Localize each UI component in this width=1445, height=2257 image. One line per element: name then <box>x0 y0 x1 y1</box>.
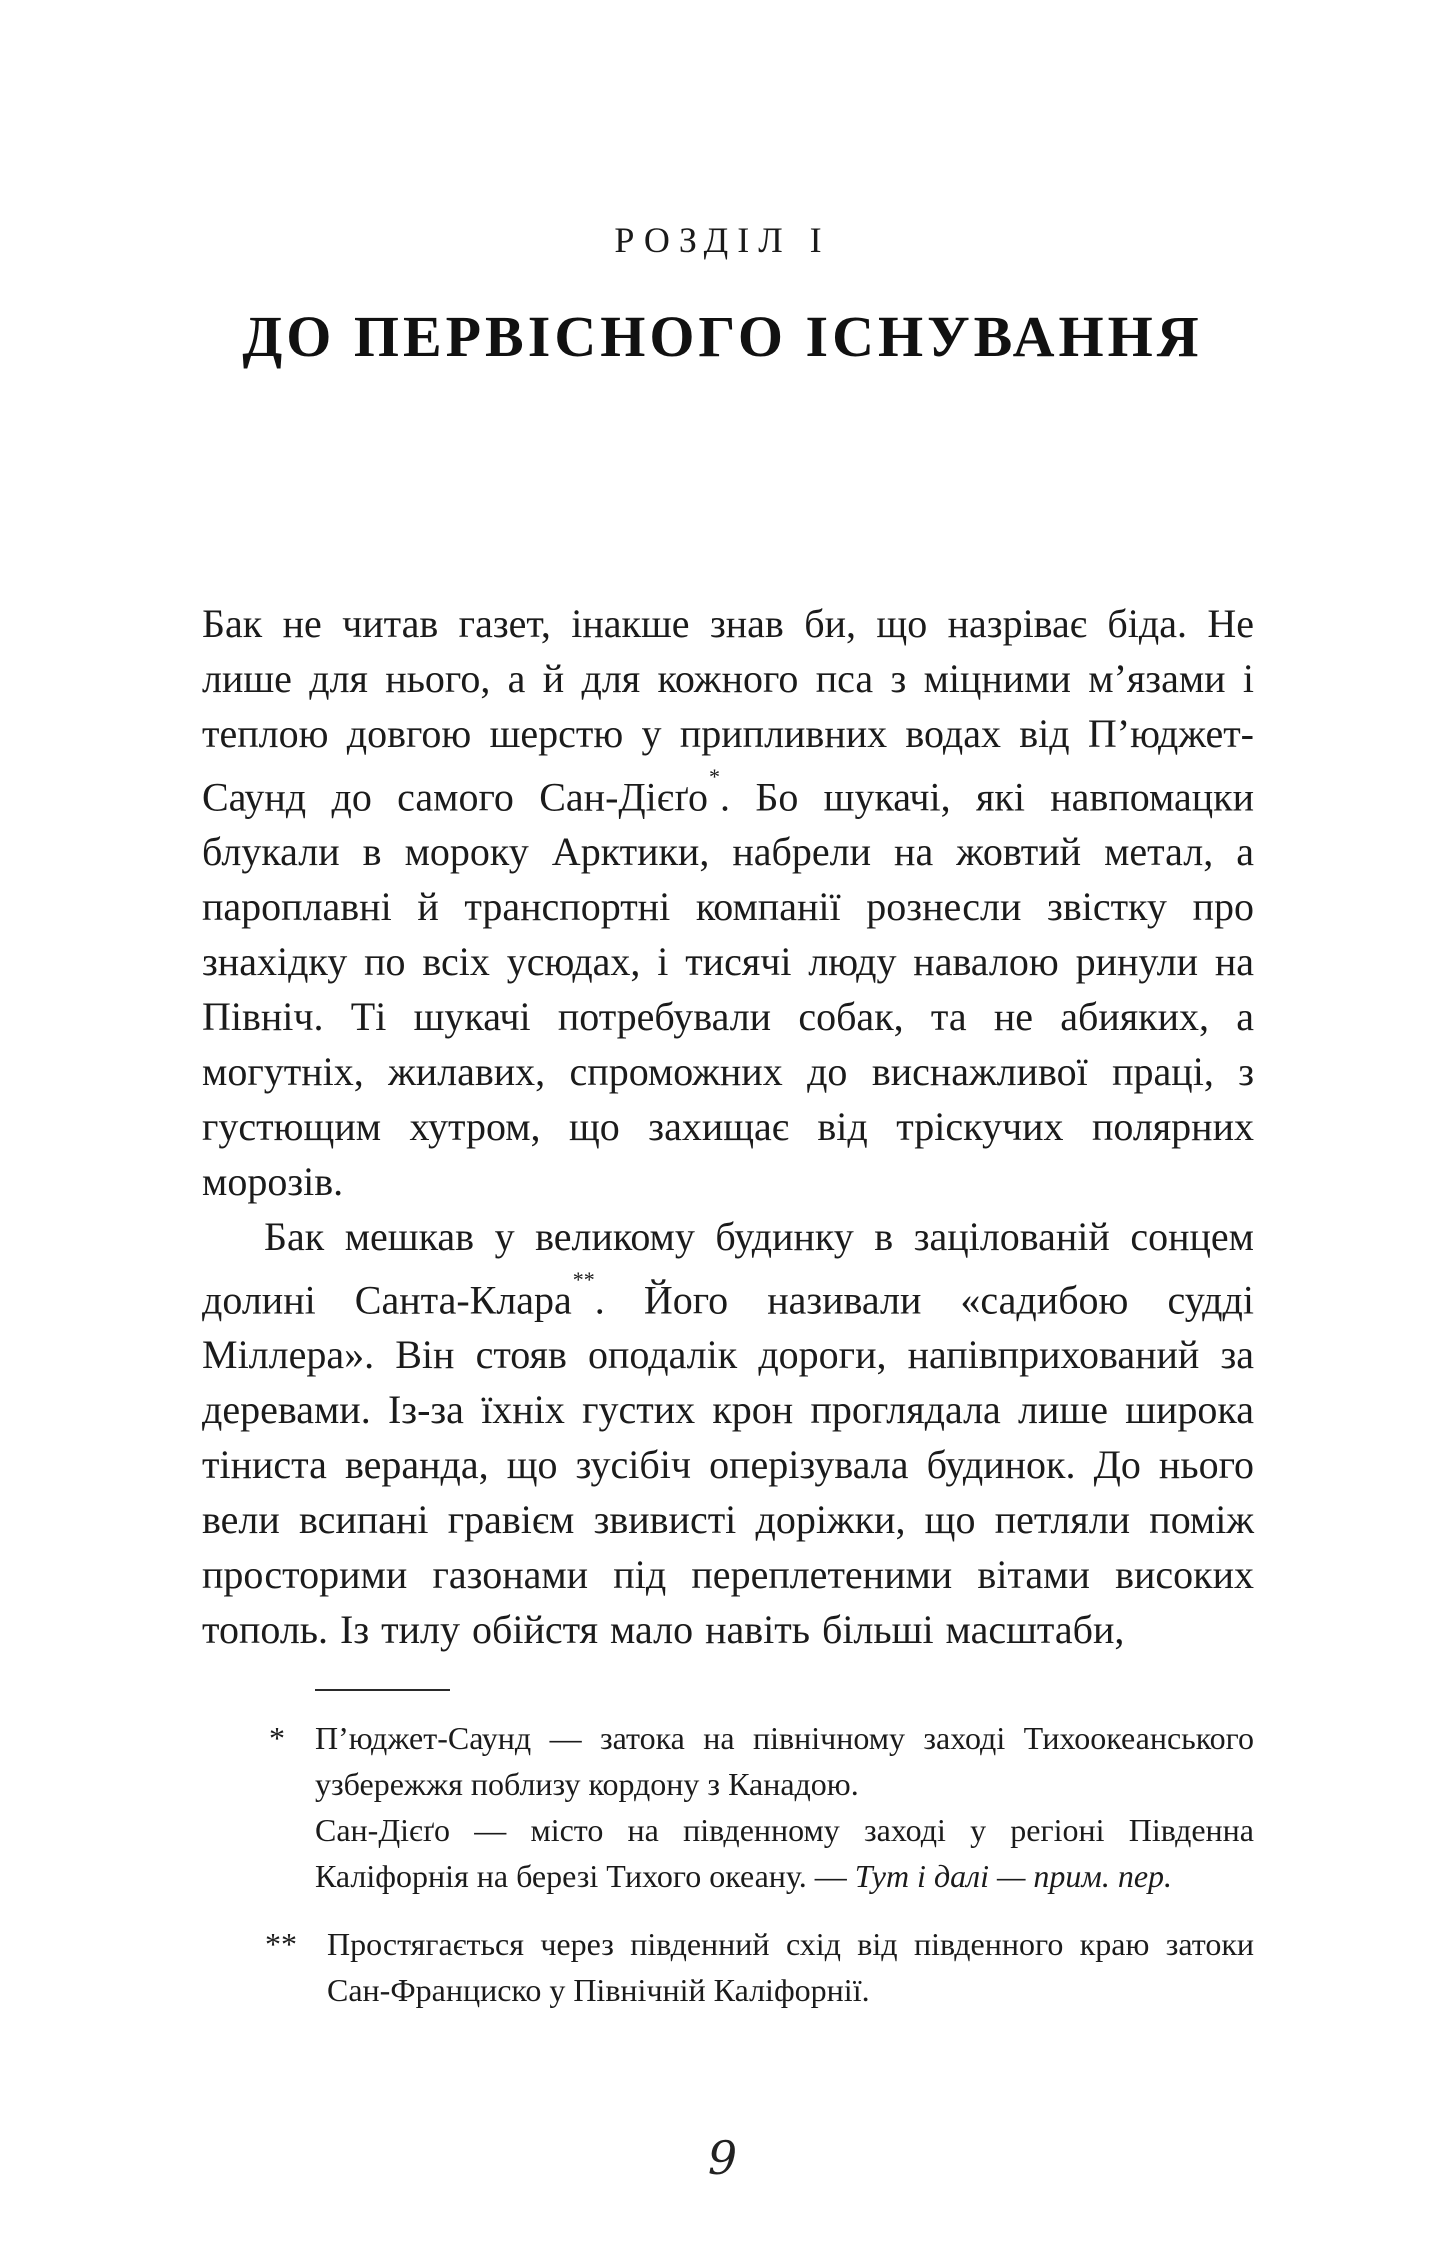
body-text <box>202 596 1254 1658</box>
page-number: 9 <box>707 2131 738 2185</box>
paragraph-2-text: Бак мешкав у великому будинку в зацілованій сонцем долині Санта-Клара <box>202 1213 1254 1323</box>
footnote-1-body <box>315 1715 1254 1899</box>
translator-note: Тут і далі — прим. пер. <box>854 1858 1173 1895</box>
footnote-2-text: Простягається через південний схід від південного краю затоки Сан-Франциско у Північній Каліфорнії. <box>327 1926 1254 2009</box>
footnote-ref-1: * <box>709 763 721 789</box>
chapter-label: РОЗДІЛ І <box>614 220 831 260</box>
footnote-1-text-line-1: П’юджет-Саунд — затока на північному заході Тихоокеанського узбережжя поблизу кордону з Канадою. <box>315 1720 1254 1803</box>
footnote-2-marker: ** <box>265 1926 297 1963</box>
chapter-title: ДО ПЕРВІСНОГО ІСНУВАННЯ <box>242 304 1203 369</box>
footnote-ref-2: ** <box>572 1266 595 1292</box>
paragraph-1-text-cont: . Бо шукачі, які навпомацки блукали в мороку Арктики, набрели на жовтий метал, а пароплавні й транспортні компанії рознесли звістку про знахідку по всіх усюдах, і тисячі люду навалою ринули на Північ. Ті шукачі потребували собак, та не абияких, а могутніх, жилавих, спроможних до виснажливої праці, з густющим хутром, що захищає від тріскучих полярних морозів. <box>202 773 1255 1204</box>
footnote-1-text-line-2 <box>315 1807 1254 1899</box>
footnote-1-marker: * <box>269 1720 285 1757</box>
footnote-separator <box>315 1689 450 1691</box>
paragraph-2-text-cont: . Його називали «садибою судді Міллера». Він стояв оподалік дороги, напівприхований за деревами. Із-за їхніх густих крон проглядала лише широка тіниста веранда, що зусібіч оперізувала будинок. До нього вели всипані гравієм звивисті доріжки, що петляли поміж просторими газонами під переплетеними вітами високих тополь. Із тилу обійстя мало навіть більші масштаби, <box>202 1277 1254 1653</box>
footnote-2-body <box>327 1921 1254 2013</box>
paragraph-1-text: Бак не читав газет, інакше знав би, що назріває біда. Не лише для нього, а й для кожного пса з міцними м’язами і теплою довгою шерстю у припливних водах від П’юджет-Саунд до самого Сан-Дієґо <box>202 600 1254 819</box>
footnote-2 <box>265 1921 1254 2013</box>
footnote-1 <box>265 1715 1254 1899</box>
footnotes-block <box>0 1715 1445 2013</box>
paragraph-2 <box>202 1209 1254 1657</box>
footnote-1-text: Сан-Дієґо — місто на південному заході у регіоні Південна Каліфорнія на березі Тихого океану. — <box>315 1812 1254 1895</box>
paragraph-1 <box>202 596 1254 1209</box>
